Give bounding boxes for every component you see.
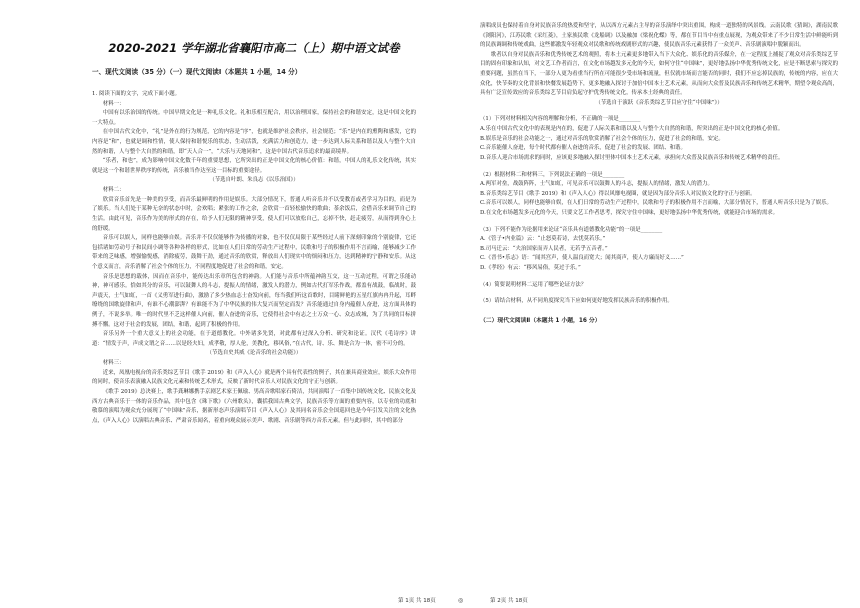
answer-option: B.娱乐是音乐的社会功能之一，通过对音乐的欣赏消解了社会个体的压力，促进了社会的和谐，安定。: [480, 135, 724, 142]
question-stem: （1）下列对材料相关内容的理解和分析，不正确的一项是________: [480, 116, 641, 123]
source-note: （节选自叶朗、朱良志《以乐治国》）: [209, 177, 299, 184]
paragraph: 歌者以自身对民族音乐和优秀传统艺术的观照，将本土元素更多地带入当下大众化、娱乐化的音乐媒介，在一定程度上捕捉了观众对音乐类综艺节目的固有印象和认知，对文艺工作者而言，在文化市场越发多元化的今天，如何守住“中国味”，更好地弘扬中华优秀传统文化，应是不断思索与探究的重要问题，虽然在当下，一部分人更为看重当行所在可能很少受市场和流量，但仅就市场而言能否的同时，我们不应忘掉民族的，传统的内容，应在大众化，快节奏的文化背景和快餐发展趋势下，更多地融入探讨于加倍中国本土艺术元素，从而向大众普及民族音乐和传统艺术精华，期望令观众高尚，具有广泛宣传效应的音乐类综艺节目肩负起守护优秀传统文化，传承本土经典的责任。: [480, 51, 838, 97]
paragraph: 音乐可以娱人，同样也能够自娱。音乐并不仅仅能够作为传播的对象，也不仅仅局限于某些经过人前下深刻印象的个别旋律，它还包括诸如劳动号子和民间小调等各种各样的形式，比如在人们日常的劳动生产过程中，民歌和号子的积极作用不言而喻，能够减少工作带来的乏味感，增强愉悦感，消除疲劳，鼓舞干劲，通过音乐的欣赏，释放出人们现实中的烦闷和压力，达到精神的宁静和安乐。从这个意义而言，音乐消解了社会个体的压力，不同程度地促进了社会的和谐，安定。: [92, 235, 416, 270]
answer-option: B.音乐类综艺节目《歌手 2019》和《声入人心》得以风靡电视圈，就是因为部分音乐人对民族文化的守正与创新。: [480, 190, 756, 197]
paragraph: 中国有以乐治国的传统。中国早期文化是一种礼乐文化。礼和乐相互配合，用以治理国家，保持社会的和谐安定，这是中国文化的一大特点。: [92, 110, 416, 126]
answer-option: C.音乐可以娱人，同样也能够自娱，在人们日常的劳动生产过程中，民歌和号子的积极作用不言而喻，大部分情况下，普通人听音乐只是为了娱乐。: [480, 200, 832, 207]
paragraph: 《歌手 2019》总决赛上，歌手龚琳娜携手京剧艺术家王佩瑜、男高音歌唱家石倚洁，共同演唱了一首集中国传统文化、民族文化及西方古典音乐于一体的音乐作品，其中包含《珠下歌》《六州歌头》，囊括我国古典文学，民族音乐等方面的重要内容，以专业的功底和敬慕的演唱为观众充分展现了“中国味”音乐，据新形态声乐演唱节目《声入人心》及其同名音乐会全国巡回也是今年引发关注的文化热点，《声入人心》以演唱古典音乐、严肃音乐闻名，着重向观众展示美声、歌剧、音乐剧等西方音乐元素。但与此同时，其中的部分: [92, 388, 416, 424]
question-stem: （4）简要说明材料二运用了哪些论证方法？: [480, 281, 587, 288]
answer-option: A.《管子•内业篇》云：“止怒莫若诗，去忧莫若乐。”: [480, 236, 606, 243]
question-stem: （3）下列不能作为论据用来论证“音乐具有道德教化功能”的一项是________: [480, 226, 663, 233]
page-number-right: 第 2页 共 18页: [490, 598, 528, 604]
page-number-left: 第 1页 共 18页: [398, 598, 436, 604]
paragraph: 在中国古代文化中，“礼”是外在的行为规范，它的内容是“序”，也就是维护社会秩序，社会规范；“乐”是内在的熏陶和感发，它的内容是“和”，也就是调和性情，使人保持和谐悦乐的状态，生动活泼，充满活力和创造力，进一步达到人际关系和谐以及人与整个大自然的和谐，人与整个大自然的和谐，即“天人合一”，“大乐与天地同和”，这是中国古代音乐追求的最高境界。: [92, 129, 416, 155]
answer-option: C.《晋书•乐志》语：“闻其宫声，使人温良而宽大；闻其商声，使人方廉而好义……”: [480, 255, 684, 262]
section-heading: 一、现代文阅读（35 分）（一）现代文阅读Ⅰ（本题共 1 小题，14 分）: [92, 68, 302, 76]
answer-option: D.《孝经》有云：“移风易俗，莫过于乐。”: [480, 265, 581, 272]
section-heading: （二）现代文阅读Ⅱ（本题共 1 小题，16 分）: [480, 317, 601, 324]
material-label: 材料二：: [102, 187, 125, 194]
paragraph: 音乐是思想的载体，因而在音乐中，能传达出乐章所包含的神韵。人们能与音乐中所蕴神韵互交，这一互动过程，可谓之乐能动神，神可感乐。恰如其分的音乐，可以鼓舞人的斗志，提振人的情绪，激发人的潜力，例如古代打军乐作战，都盖有战鼓，临战时，鼓声震天，士气如虹，一首《义勇军进行曲》，激励了多少热血志士奋发向前，每当我们听这首歌时，目睹鲜艳的五星红旗冉冉升起，耳畔缭绕的国歌旋律和声，有谁不心潮澎湃？有谁能不为了中华民族的伟大复兴而坚定而发？音乐能通过自身内蕴催人奋进，这方面具体的例子，不说多举。唯一的时代里不乏这样催人向前，催人奋进的音乐，它使得社会中有志之士万众一心、众志成城，为了共同的目标拼搏不懈。这对于社会的发展，团结，和谐，起到了积极的作用。: [92, 273, 416, 328]
paragraph: 近来，凤凰电视台的音乐类综艺节目《歌手 2019》和《声入人心》就是两个具有代表性的例子，其在兼具商业效应，娱乐大众作用的同时，使音乐表演融入民族文化元素和传统艺术形式，反映了新时代音乐人对民族文化的守正与创新。: [92, 369, 416, 386]
answer-option: D.音乐人迎合市场需求的同时，应该更多地融入探讨里体中国本土艺术元素，承担向大众普及民族音乐和传统艺术精华的责任。: [480, 154, 784, 161]
right-page: [430, 0, 860, 608]
answer-option: A.两军对垒，战鼓阵阵，士气如虹，可见音乐可以鼓舞人的斗志，提振人的情绪，激发人的潜力。: [480, 181, 713, 188]
question-stem: （5）请结合材料，从不同角度探究当下应如何更好地发挥民族音乐的积极作用。: [480, 298, 673, 305]
material-label: 材料一：: [102, 100, 125, 107]
source-note: （节选自史其威《论音乐的社会功能》）: [206, 350, 302, 357]
paragraph: “乐者，和也”，成为影响中国文化数千年的重要思想，它所突出的正是中国文化的核心价值：和谐，中国人的礼乐文化传统，其实就是这一个和谐世界秩序的传统，音乐被当作达至这一目标的重要途径。: [92, 158, 416, 174]
footer-separator: ◎: [458, 597, 464, 604]
paragraph: 欣赏音乐首先是一种美的享受，而音乐最鲜明的作用是娱乐。大部分情况下，普通人听音乐并不以受教育或者学习为目的，而是为了娱乐。当人们处于某种无奈的状态中时，会欢唱；紧张的工作之余，会欣赏一首轻松愉快的歌曲；茶余饭后，会借音乐来调节自己的生活。由此可见，音乐作为美的形式的存在，给予人们无限的精神享受，使人们可以放松自己，忘掉不快，赶走疲劳，从而得到身心上的舒缓。: [92, 196, 416, 232]
paragraph: 演唱成员也保持着自身对民族音乐的热爱和坚守，从以西方元素占主导的音乐演绎中突出重围，构成一道独特的风景线。云南民歌《猜调》，湖南民歌《浏阳河》，江苏民歌《采红菱》，土家族民歌《龙船调》以及融加《梁祝化蝶》等，都在节目当中有重点展现，为观众带来了不少日常生活中鲜能听到的民族调调和传统戏曲，这些都激发年轻观众对民歌和传统戏剧形式的兴趣，使民族音乐元素获得了一众美声、音乐剧演唱中脱颖而出。: [480, 23, 838, 49]
answer-option: D.在文化市场越发多元化的今天，只要文艺工作者思考，探究守住中国味，更好地弘扬中华优秀传统，就能迎合市场的需求。: [480, 209, 779, 216]
question-stem: （2）根据材料二和材料三，下列说法正确的一项是________: [480, 171, 625, 178]
paragraph: 音乐另外一个重大意义上的社会功能，在于道德教化。中外诸多先贤，对此都有过深入分析、研究和论证。汉代《毛诗序》讲道：“情发于声，声成文谓之音……以是经夫妇，成孝敬，厚人伦，美教化，移风俗，”在古代，诗、乐、舞是合为一体，密不可分的。: [92, 331, 416, 347]
source-note: （节选自于演跃《音乐类综艺节目应守住“中国味”》）: [595, 99, 723, 106]
material-label: 材料三：: [102, 360, 125, 367]
answer-option: B.司马迁云：“夫治国家而弄人民者，无若乎五音者。”: [480, 245, 608, 252]
page-title: 2020-2021 学年湖北省襄阳市高二（上）期中语文试卷: [108, 41, 400, 55]
answer-option: A.乐在中国古代文化中的表现是内在的，促进了人际关系和谐以及人与整个大自然的和谐，所突出的正是中国文化的核心价值。: [480, 126, 784, 133]
question-intro: 1. 阅读下面的文字，完成下面小题。: [92, 91, 181, 97]
answer-option: C.音乐能催人奋进，每个时代都有催人奋进的音乐，促进了社会的发展、团结、和谐。: [480, 145, 686, 152]
